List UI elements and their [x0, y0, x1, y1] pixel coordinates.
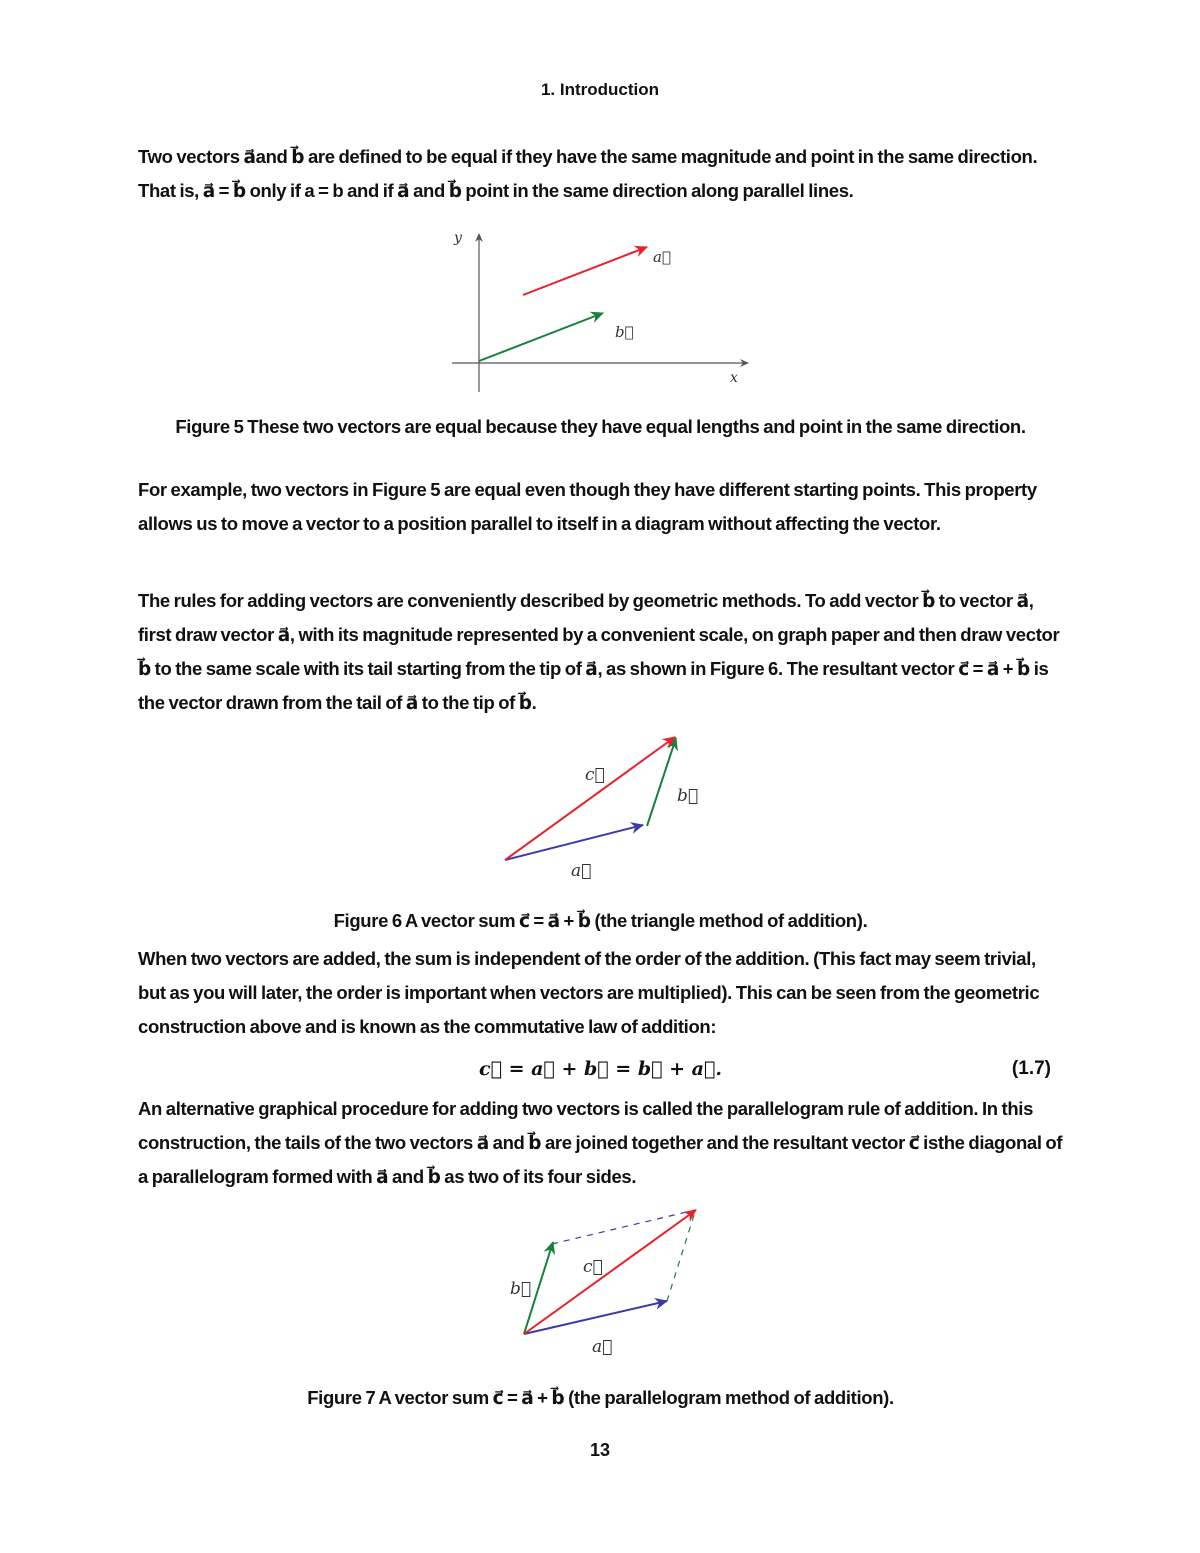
- vector-b-arrow: [647, 738, 676, 826]
- vector-c-label: c⃗: [583, 1257, 603, 1277]
- figure-7-caption: Figure 7 A vector sum c⃗ = a⃗ + b⃗ (the parallelogram method of addition).: [307, 1387, 894, 1408]
- vector-a-label: a⃗: [653, 248, 671, 266]
- paragraph-commutative-law: When two vectors are added, the sum is independent of the order of the addition. (This fact may seem trivial, but as you will later, the order is important when vectors are multiplied). This can be seen from the geometric construction above and is known as the commutative law of addition:: [138, 948, 1040, 1037]
- equation-number: (1.7): [1011, 1058, 1051, 1079]
- vector-b-label: b⃗: [677, 786, 699, 806]
- equation-1-7: [138, 1052, 1063, 1086]
- paragraph-vector-equality: Two vectors a⃗and b⃗ are defined to be equal if they have the same magnitude and point in the same direction. That is, a⃗ = b⃗ only if a = b and if a⃗ and b⃗ point in the same direction along parallel lines.: [138, 146, 1038, 201]
- vector-b-label: b⃗: [510, 1279, 532, 1299]
- figure-6-caption: Figure 6 A vector sum c⃗ = a⃗ + b⃗ (the triangle method of addition).: [333, 910, 868, 931]
- figure-6-diagram: [495, 728, 705, 888]
- vector-a-arrow: [505, 825, 643, 860]
- page-header: 1. Introduction: [540, 80, 660, 99]
- paragraph-example: For example, two vectors in Figure 5 are equal even though they have different starting points. This property allows us to move a vector to a position parallel to itself in a diagram without affecting the vector.: [138, 479, 1037, 534]
- figure-7-diagram: [500, 1200, 710, 1360]
- vector-b-label: b⃗: [615, 323, 634, 341]
- figure-5-diagram: [440, 222, 770, 392]
- y-axis-label: y: [454, 230, 462, 246]
- vector-c-arrow: [505, 737, 675, 860]
- vector-c-arrow: [524, 1210, 696, 1334]
- vector-a-label: a⃗: [592, 1337, 613, 1357]
- page-number: 13: [589, 1440, 611, 1460]
- paragraph-vector-addition-rules: The rules for adding vectors are conveniently described by geometric methods. To add vector b⃗ to vector a⃗, first draw vector a⃗, with its magnitude represented by a convenient scale, on graph paper and then draw vector b⃗ to the same scale with its tail starting from the tip of a⃗, as shown in Figure 6. The resultant vector c⃗ = a⃗ + b⃗ is the vector drawn from the tail of a⃗ to the tip of b⃗.: [138, 590, 1060, 713]
- equation-text: c⃗ = a⃗ + b⃗ = b⃗ + a⃗.: [479, 1058, 722, 1080]
- x-axis-label: x: [730, 370, 738, 386]
- paragraph-parallelogram-rule: An alternative graphical procedure for adding two vectors is called the parallelogram rule of addition. In this construction, the tails of the two vectors a⃗ and b⃗ are joined together and the resultant vector c⃗ isthe diagonal of a parallelogram formed with a⃗ and b⃗ as two of its four sides.: [138, 1098, 1063, 1187]
- vector-a-label: a⃗: [571, 861, 592, 881]
- figure-5-caption: Figure 5 These two vectors are equal because they have equal lengths and point in the same direction.: [175, 416, 1026, 437]
- vector-b-arrow: [479, 313, 603, 361]
- parallelogram-right-edge: [667, 1212, 695, 1301]
- vector-a-arrow: [523, 247, 647, 295]
- vector-c-label: c⃗: [585, 765, 605, 785]
